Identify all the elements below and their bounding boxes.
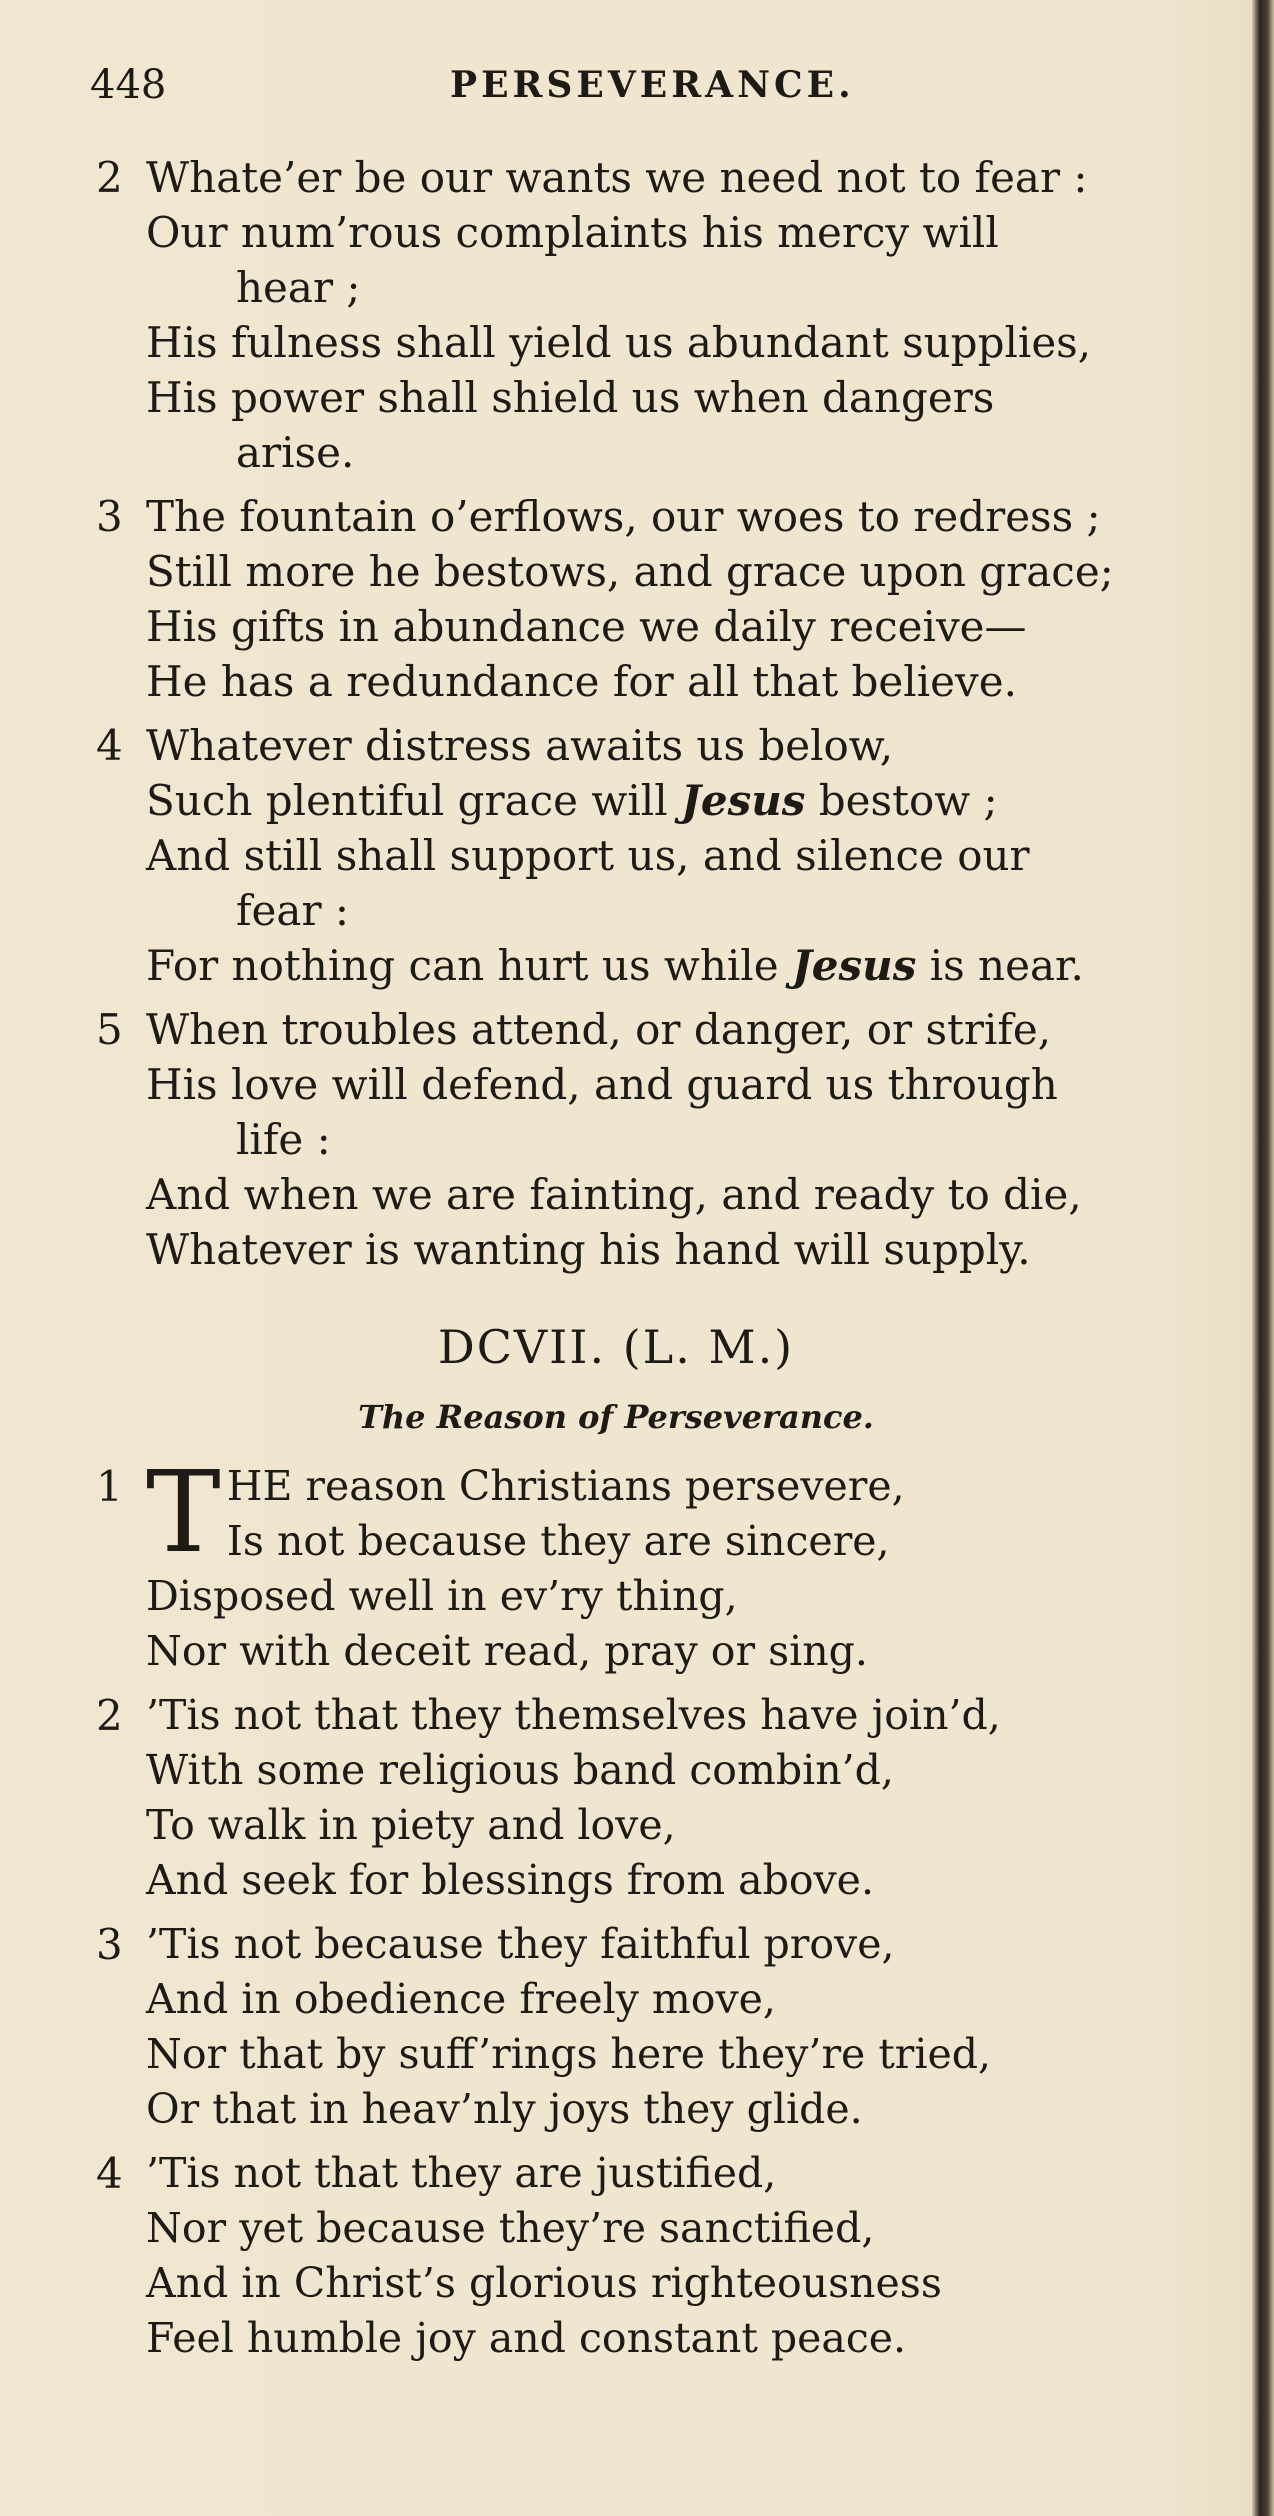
stanza-number: 4 [96,721,123,770]
stanza-number: 1 [96,1462,123,1511]
verse-line: With some religious band combin’d, [146,1746,894,1794]
stanza [96,1917,1246,2137]
stanza [96,2146,1246,2366]
hymn-title: DCVII. (L. M.) [437,1320,795,1374]
verse-line: ’Tis not that they are justified, [146,2149,777,2197]
verse-line: The fountain o’erflows, our woes to redress ; [146,492,1101,541]
verse-line: His fulness shall yield us abundant supplies, [146,318,1092,367]
verse-line: To walk in piety and love, [146,1801,676,1849]
verse-line: He has a redundance for all that believe. [146,657,1017,706]
stanza-number: 2 [96,153,123,202]
hymn-subtitle: The Reason of Perseverance. [358,1398,874,1436]
verse-line: Is not because they are sincere, [226,1517,890,1565]
verse-line: Whatever is wanting his hand will supply. [146,1225,1031,1274]
page-number: 448 [90,62,167,108]
verse-line: ’Tis not that they themselves have join’d, [146,1691,1001,1739]
drop-cap: T [146,1448,221,1578]
verse-line: Nor with deceit read, pray or sing. [146,1627,868,1675]
verse-text: bestow ; [805,776,998,825]
stanza-number: 3 [96,492,123,541]
page-edge [1252,0,1274,2516]
verse-line: And in obedience freely move, [146,1975,776,2023]
verse-line: His love will defend, and guard us through [146,1060,1058,1109]
verse-line: ’Tis not because they faithful prove, [146,1920,895,1968]
verse-text: For nothing can hurt us while [146,941,792,990]
verse-text: Such plentiful grace will [146,776,681,825]
verse-line: And seek for blessings from above. [146,1856,874,1904]
verse-line: Whate’er be our wants we need not to fear : [146,153,1088,202]
italic-name: Jesus [791,941,917,990]
page-header [90,62,1200,122]
verse-text: is near. [916,941,1084,990]
page-text [96,150,1246,2375]
verse-line: Nor that by suff’rings here they’re tried, [146,2030,992,2078]
verse-line: Or that in heav’nly joys they glide. [146,2085,863,2133]
verse-line: Whatever distress awaits us below, [146,721,894,770]
verse-line: Still more he bestows, and grace upon grace; [146,547,1114,596]
stanza [96,1002,1246,1277]
verse-line: Our num’rous complaints his mercy will [146,208,999,257]
running-head: PERSEVERANCE. [450,64,855,106]
stanza [96,718,1246,993]
verse-line [146,773,1246,828]
verse-line: And in Christ’s glorious righteousness [146,2259,942,2307]
stanza-number: 5 [96,1005,123,1054]
verse-line: Nor yet because they’re sanctified, [146,2204,875,2252]
stanza-number: 4 [96,2149,123,2198]
verse-line: When troubles attend, or danger, or strife, [146,1005,1052,1054]
stanza [96,1448,1246,1679]
stanza [96,1688,1246,1908]
verse-line: HE reason Christians persevere, [226,1462,905,1510]
stanza-number: 3 [96,1920,123,1969]
verse-line: life : [236,1115,331,1164]
verse-line: arise. [236,428,355,477]
verse-line: hear ; [236,263,361,312]
stanza-number: 2 [96,1691,123,1740]
verse-line [146,938,1246,993]
verse-line: fear : [236,886,350,935]
verse-line: And when we are fainting, and ready to die, [146,1170,1082,1219]
verse-line: Disposed well in ev’ry thing, [146,1572,738,1620]
stanza [96,150,1246,480]
verse-line: And still shall support us, and silence our [146,831,1030,880]
verse-line: His gifts in abundance we daily receive— [146,602,1027,651]
italic-name: Jesus [681,776,806,825]
stanza [96,489,1246,709]
verse-line: His power shall shield us when dangers [146,373,995,422]
verse-line: Feel humble joy and constant peace. [146,2314,907,2362]
